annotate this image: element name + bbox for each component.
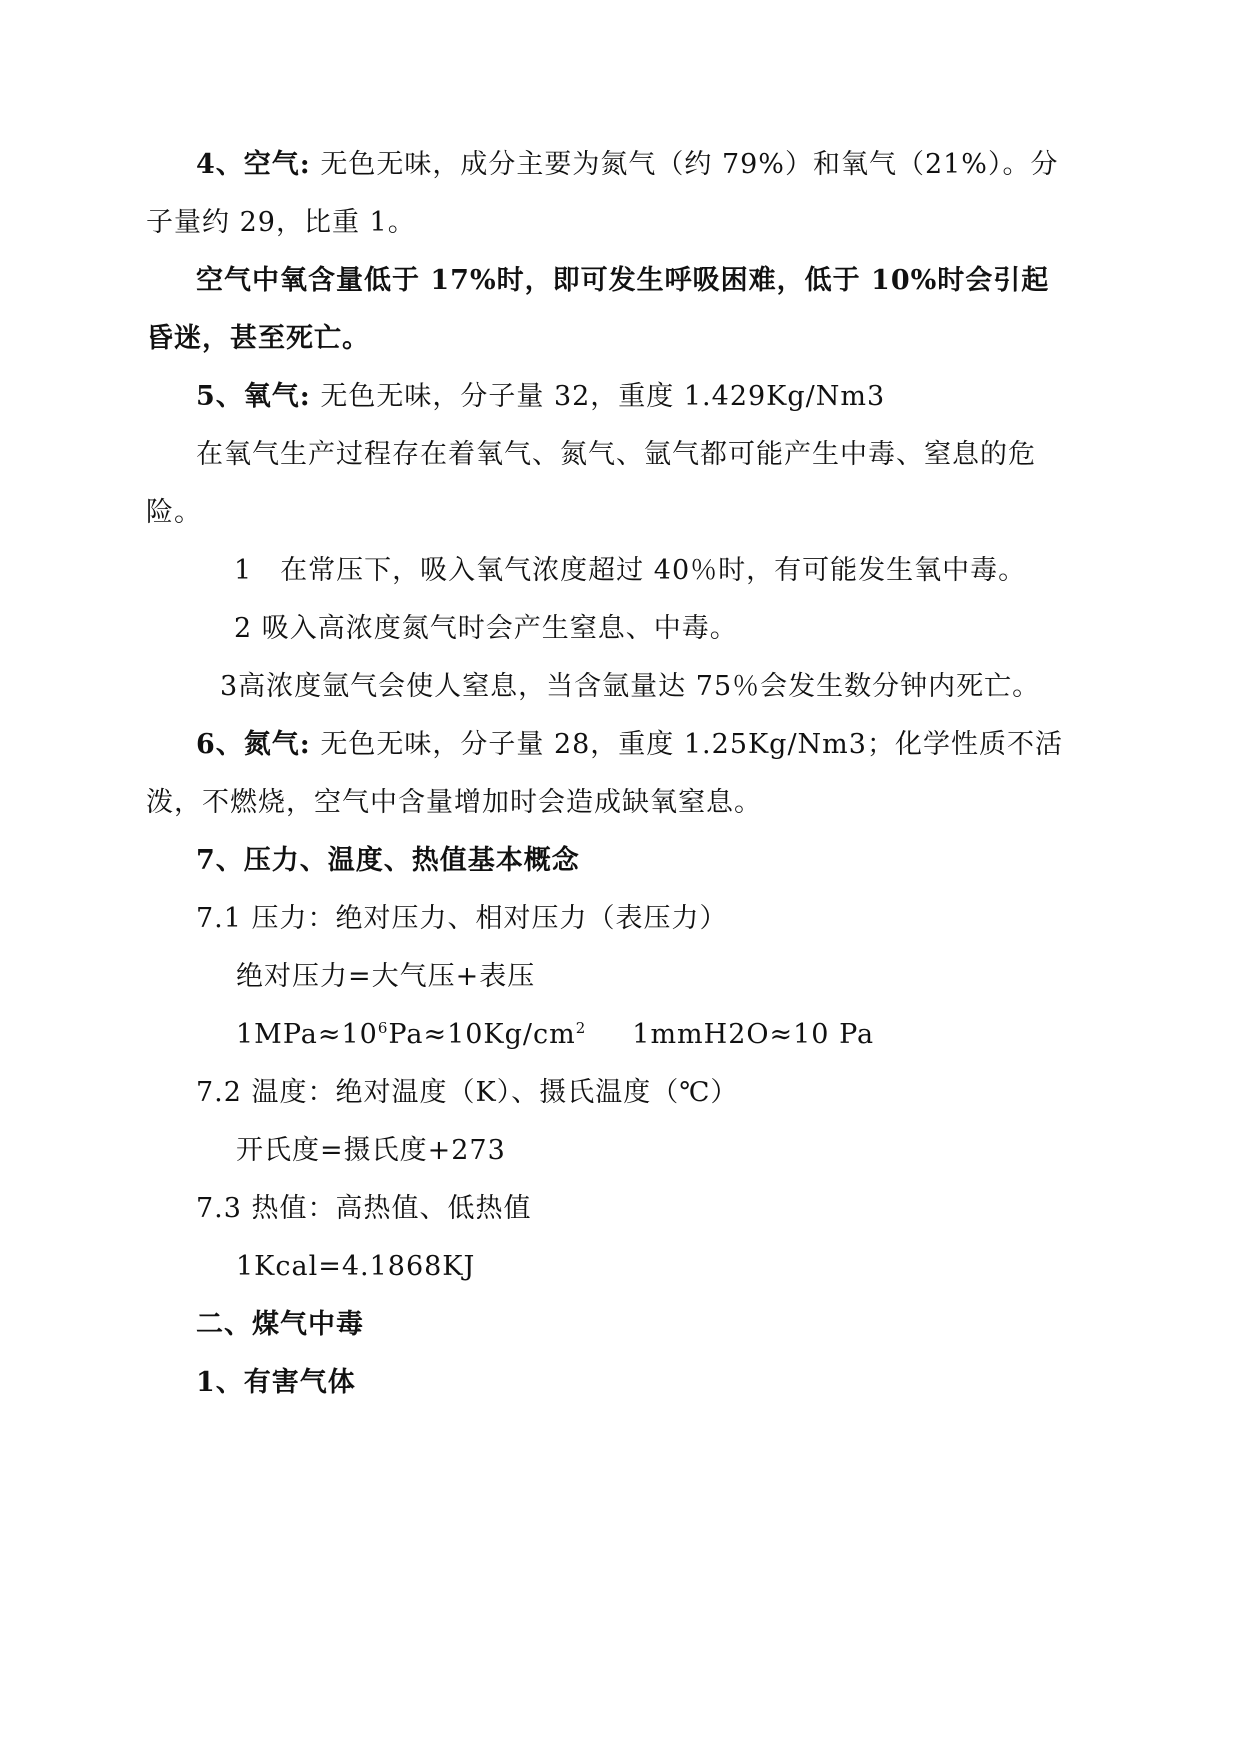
section7-1-formula: 绝对压力=大气压+表压 <box>236 961 536 992</box>
danger-line2: 险。 <box>146 497 202 528</box>
list-item: 2 吸入高浓度氮气时会产生窒息、中毒。 <box>234 613 738 644</box>
oxygen-warning-line2: 昏迷，甚至死亡。 <box>146 323 370 354</box>
units-superscript: 6 <box>377 1019 389 1037</box>
section7-1-pressure: 7.1 压力：绝对压力、相对压力（表压力） <box>196 903 728 934</box>
oxygen-text: 无色无味，分子量 32，重度 1.429Kg/Nm3 <box>320 381 886 412</box>
danger-line1: 在氧气生产过程存在着氧气、氮气、氩气都可能产生中毒、窒息的危 <box>196 439 1036 470</box>
nitrogen-paragraph-line2: 泼，不燃烧，空气中含量增加时会造成缺氧窒息。 <box>146 787 762 818</box>
oxygen-warning-line1: 空气中氧含量低于 17%时，即可发生呼吸困难，低于 10%时会引起 <box>196 265 1050 296</box>
chapter2-subheading: 1、有害气体 <box>196 1367 356 1398</box>
air-text-1: 无色无味，成分主要为氮气（约 79%）和氧气（21%）。分 <box>320 149 1059 180</box>
section7-3-heat-value: 7.3 热值：高热值、低热值 <box>196 1193 532 1224</box>
list-item: 3高浓度氩气会使人窒息，当含氩量达 75％会发生数分钟内死亡。 <box>220 671 1041 702</box>
list-item: 1 在常压下，吸入氧气浓度超过 40％时，有可能发生氧中毒。 <box>234 555 1027 586</box>
nitrogen-text-1: 无色无味，分子量 28，重度 1.25Kg/Nm3；化学性质不活 <box>320 729 1063 760</box>
oxygen-paragraph <box>196 379 885 415</box>
units-part-b: Pa≈10Kg/cm <box>388 1019 576 1050</box>
section7-3-formula: 1Kcal=4.1868KJ <box>236 1251 476 1282</box>
section7-heading: 7、压力、温度、热值基本概念 <box>196 845 580 876</box>
units-part-a: 1MPa≈10 <box>236 1019 378 1050</box>
nitrogen-paragraph-line1 <box>196 727 1063 763</box>
section7-2-temperature: 7.2 温度：绝对温度（K）、摄氏温度（℃） <box>196 1077 739 1108</box>
section7-2-formula: 开氏度=摄氏度+273 <box>236 1135 506 1166</box>
nitrogen-heading: 6、氮气: <box>196 729 311 760</box>
section7-1-units <box>236 1017 874 1053</box>
units-part-c: 1mmH2O≈10 Pa <box>632 1019 875 1050</box>
units-superscript-2: 2 <box>575 1019 587 1037</box>
chapter2-heading: 二、煤气中毒 <box>196 1309 364 1340</box>
air-heading: 4、空气: <box>196 149 311 180</box>
oxygen-heading: 5、氧气: <box>196 381 311 412</box>
air-paragraph-line1 <box>196 147 1058 183</box>
air-paragraph-line2: 子量约 29，比重 1。 <box>146 207 416 238</box>
